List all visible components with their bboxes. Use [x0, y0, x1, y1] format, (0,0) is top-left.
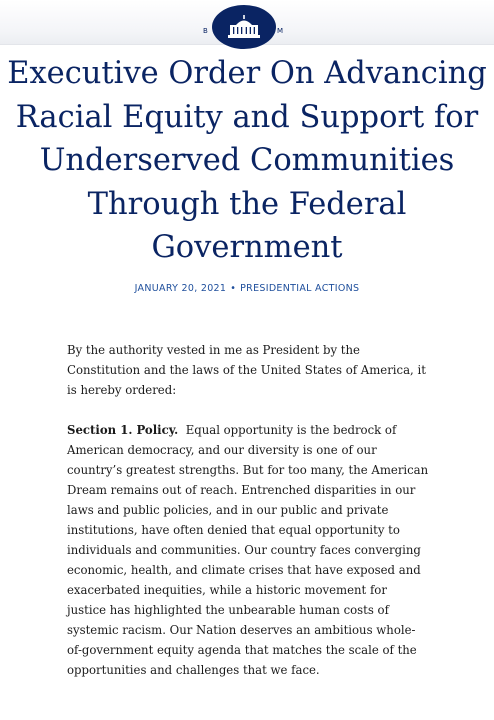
- meta-separator: •: [230, 283, 237, 294]
- intro-paragraph: By the authority vested in me as President by the Constitution and the laws of the United States of America, it is hereby ordered:: [67, 343, 426, 397]
- white-house-seal-icon[interactable]: [212, 5, 276, 49]
- page-title: Executive Order On Advancing Racial Equity and Support for Underserved Communities Through the Federal Government: [7, 56, 487, 265]
- seal-right-letter: M: [277, 27, 285, 35]
- publish-date: JANUARY 20, 2021: [134, 283, 227, 294]
- white-house-building-icon: [224, 13, 264, 41]
- seal-left-letter: B: [203, 27, 209, 35]
- section-1-text: Equal opportunity is the bedrock of American democracy, and our diversity is one of our country’s greatest strengths. But for too many, the American Dream remains out of reach. Entrenched disparities in our laws and public policies, and in our public and private institutions, have often denied that equal opportunity to individuals and communities. Our country faces converging economic, health, and climate crises that have exposed and exacerbated inequities, while a historic movement for justice has highlighted the unbearable human costs of systemic racism. Our Nation deserves an ambitious whole-of-government equity agenda that matches the scale of the opportunities and challenges that we face.: [67, 423, 429, 677]
- category-link[interactable]: PRESIDENTIAL ACTIONS: [240, 283, 360, 294]
- section-1-paragraph: [67, 420, 429, 680]
- section-1-heading: Section 1. Policy.: [67, 423, 179, 437]
- article-meta: [0, 283, 494, 294]
